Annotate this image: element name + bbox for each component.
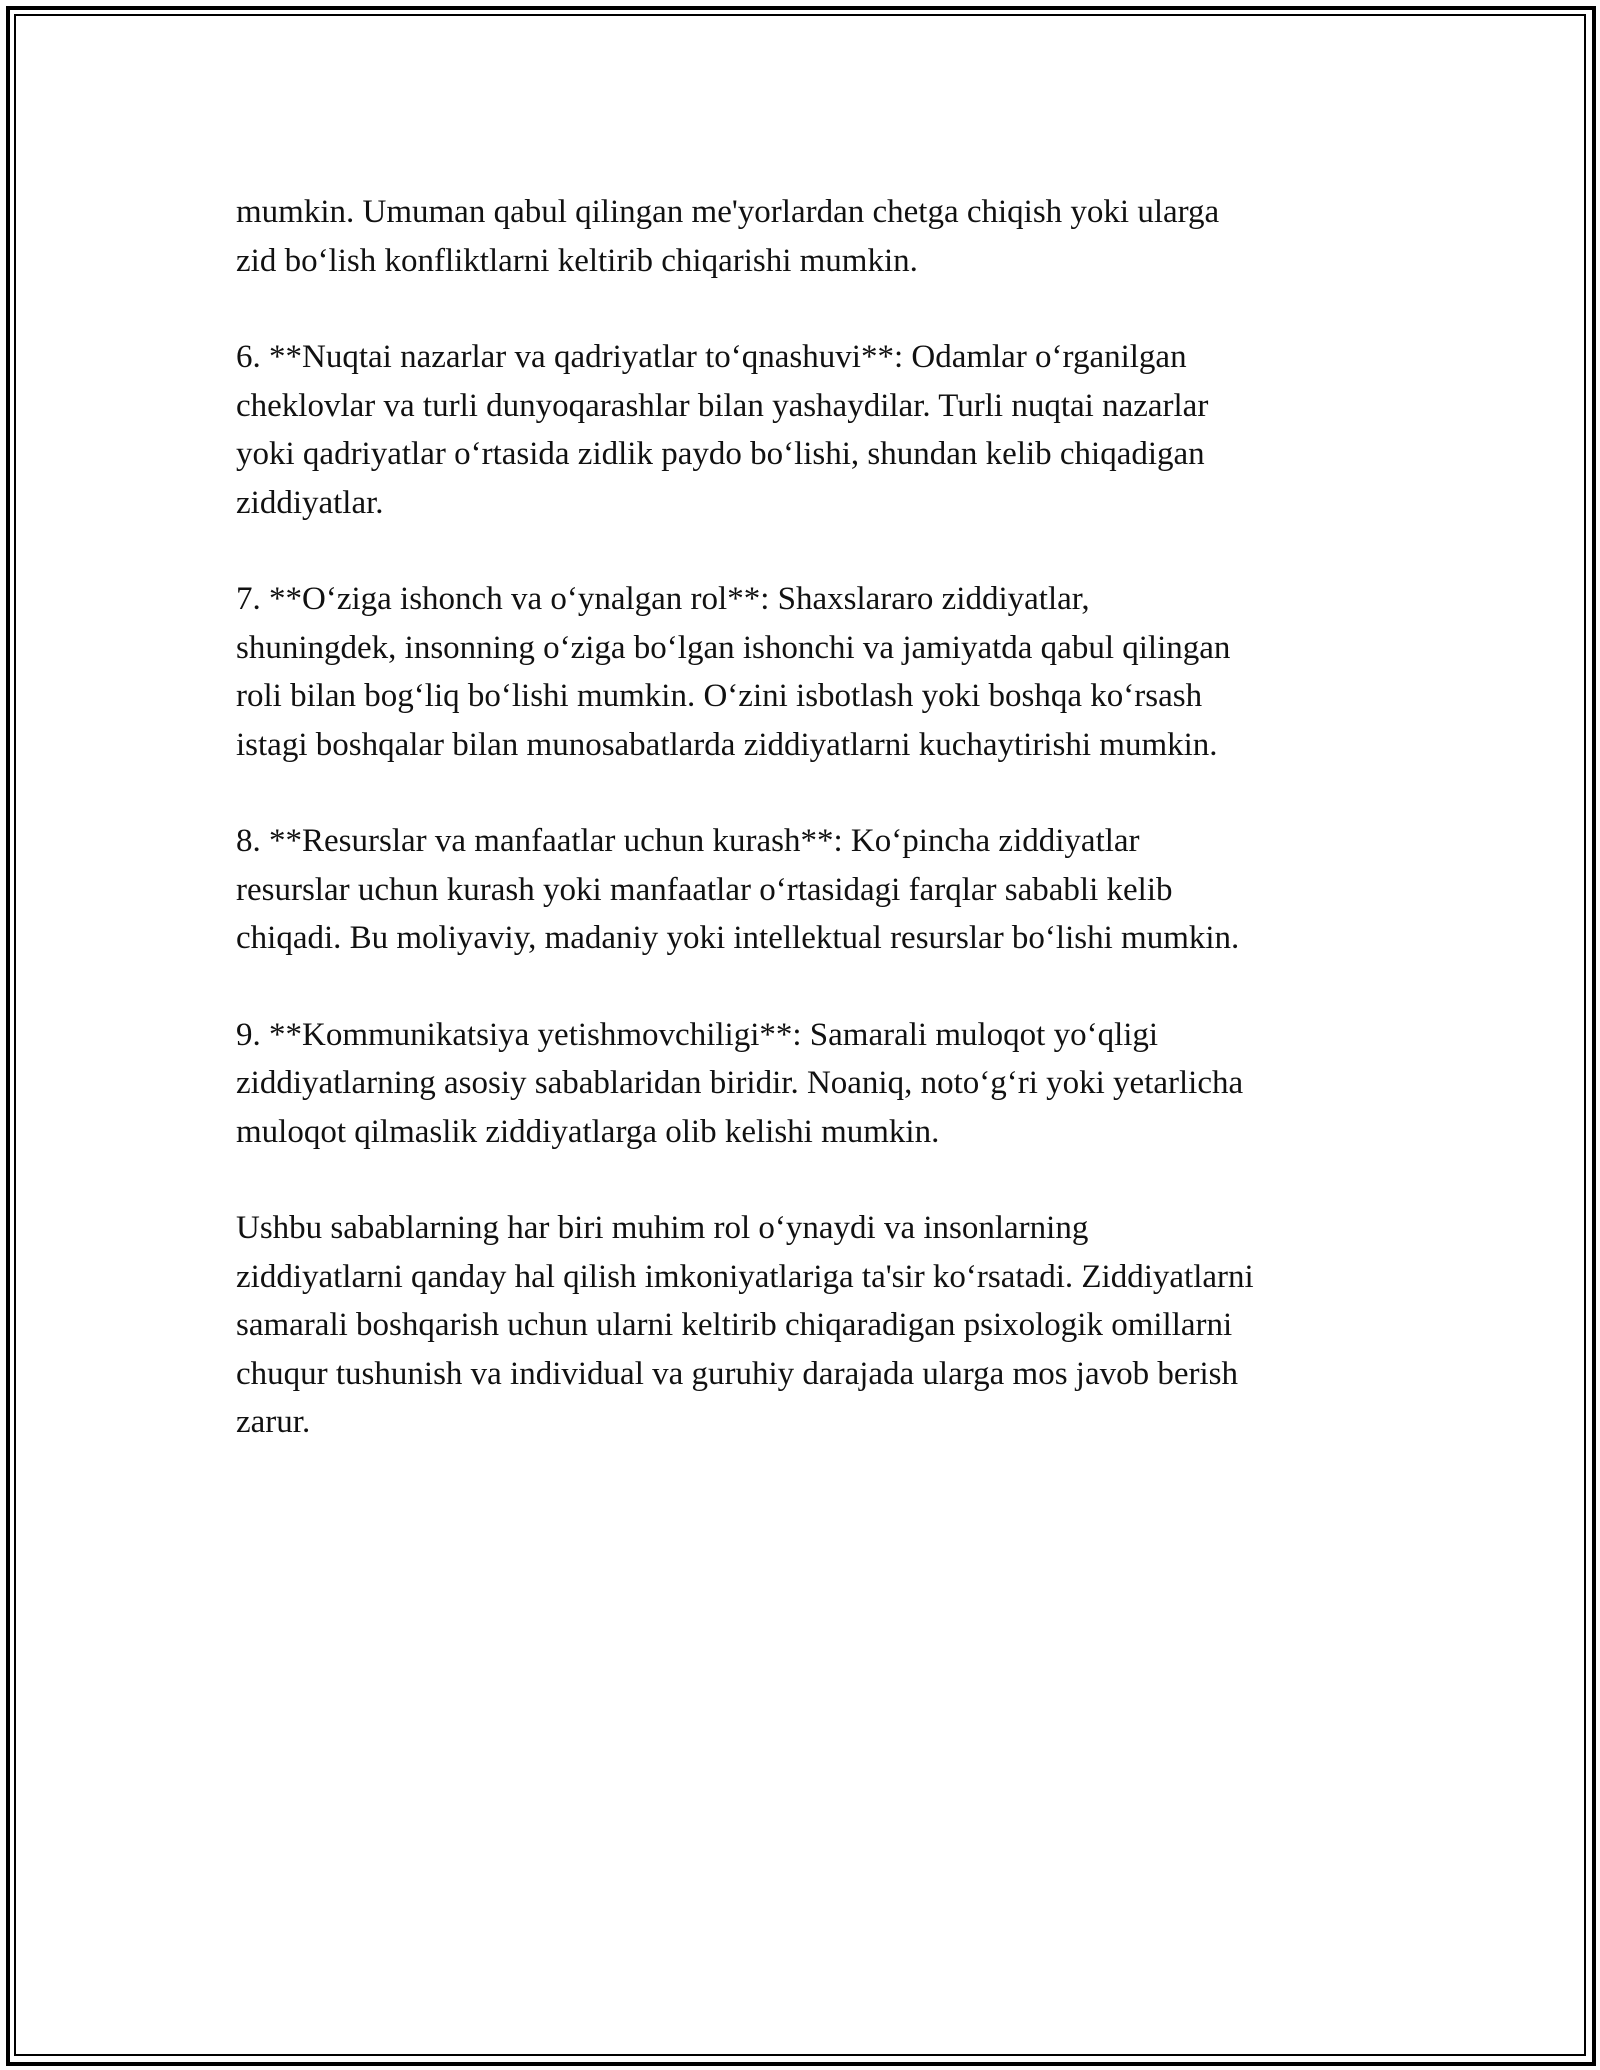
paragraph-conclusion: [236, 1204, 1386, 1447]
text-line: roli bilan bog‘liq bo‘lishi mumkin. O‘zini isbotlash yoki boshqa ko‘rsash: [236, 678, 1203, 714]
text-line: Ushbu sabablarning har biri muhim rol o‘ynaydi va insonlarning: [236, 1210, 1089, 1246]
text-line: samarali boshqarish uchun ularni keltirib chiqaradigan psixologik omillarni: [236, 1307, 1233, 1343]
text-line: ziddiyatlar.: [236, 484, 384, 521]
text-line: zarur.: [236, 1404, 311, 1440]
text-line: muloqot qilmaslik ziddiyatlarga olib kelishi mumkin.: [236, 1113, 940, 1150]
text-line: cheklovlar va turli dunyoqarashlar bilan yashaydilar. Turli nuqtai nazarlar: [236, 387, 1209, 424]
text-line: shuningdek, insonning o‘ziga bo‘lgan ishonchi va jamiyatda qabul qilingan: [236, 629, 1231, 666]
text-line: ziddiyatlarning asosiy sabablaridan biridir. Noaniq, noto‘g‘ri yoki yetarlicha: [236, 1065, 1244, 1101]
paragraph-continuation: [236, 188, 1386, 285]
text-line: yoki qadriyatlar o‘rtasida zidlik paydo bo‘lishi, shundan kelib chiqadigan: [236, 436, 1205, 472]
text-line: 6. **Nuqtai nazarlar va qadriyatlar to‘qnashuvi**: Odamlar o‘rganilgan: [236, 339, 1187, 375]
text-line: ziddiyatlarni qanday hal qilish imkoniyatlariga ta'sir ko‘rsatadi. Ziddiyatlarni: [236, 1258, 1254, 1295]
paragraph-item-8: [236, 817, 1386, 963]
text-line: 9. **Kommunikatsiya yetishmovchiligi**: Samarali muloqot yo‘qligi: [236, 1016, 1159, 1053]
text-line: mumkin. Umuman qabul qilingan me'yorlardan chetga chiqish yoki ularga: [236, 194, 1220, 230]
text-line: zid bo‘lish konfliktlarni keltirib chiqarishi mumkin.: [236, 242, 918, 279]
paragraph-item-7: [236, 575, 1386, 769]
text-line: chiqadi. Bu moliyaviy, madaniy yoki intellektual resurslar bo‘lishi mumkin.: [236, 920, 1240, 956]
text-line: 8. **Resurslar va manfaatlar uchun kurash**: Ko‘pincha ziddiyatlar: [236, 823, 1140, 859]
text-line: chuqur tushunish va individual va guruhiy darajada ularga mos javob berish: [236, 1355, 1239, 1392]
text-line: 7. **O‘ziga ishonch va o‘ynalgan rol**: Shaxslararo ziddiyatlar,: [236, 581, 1090, 617]
document-body: [236, 188, 1386, 1495]
paragraph-item-9: [236, 1011, 1386, 1157]
text-line: istagi boshqalar bilan munosabatlarda ziddiyatlarni kuchaytirishi mumkin.: [236, 726, 1218, 763]
text-line: resurslar uchun kurash yoki manfaatlar o‘rtasidagi farqlar sababli kelib: [236, 871, 1173, 908]
paragraph-item-6: [236, 333, 1386, 527]
